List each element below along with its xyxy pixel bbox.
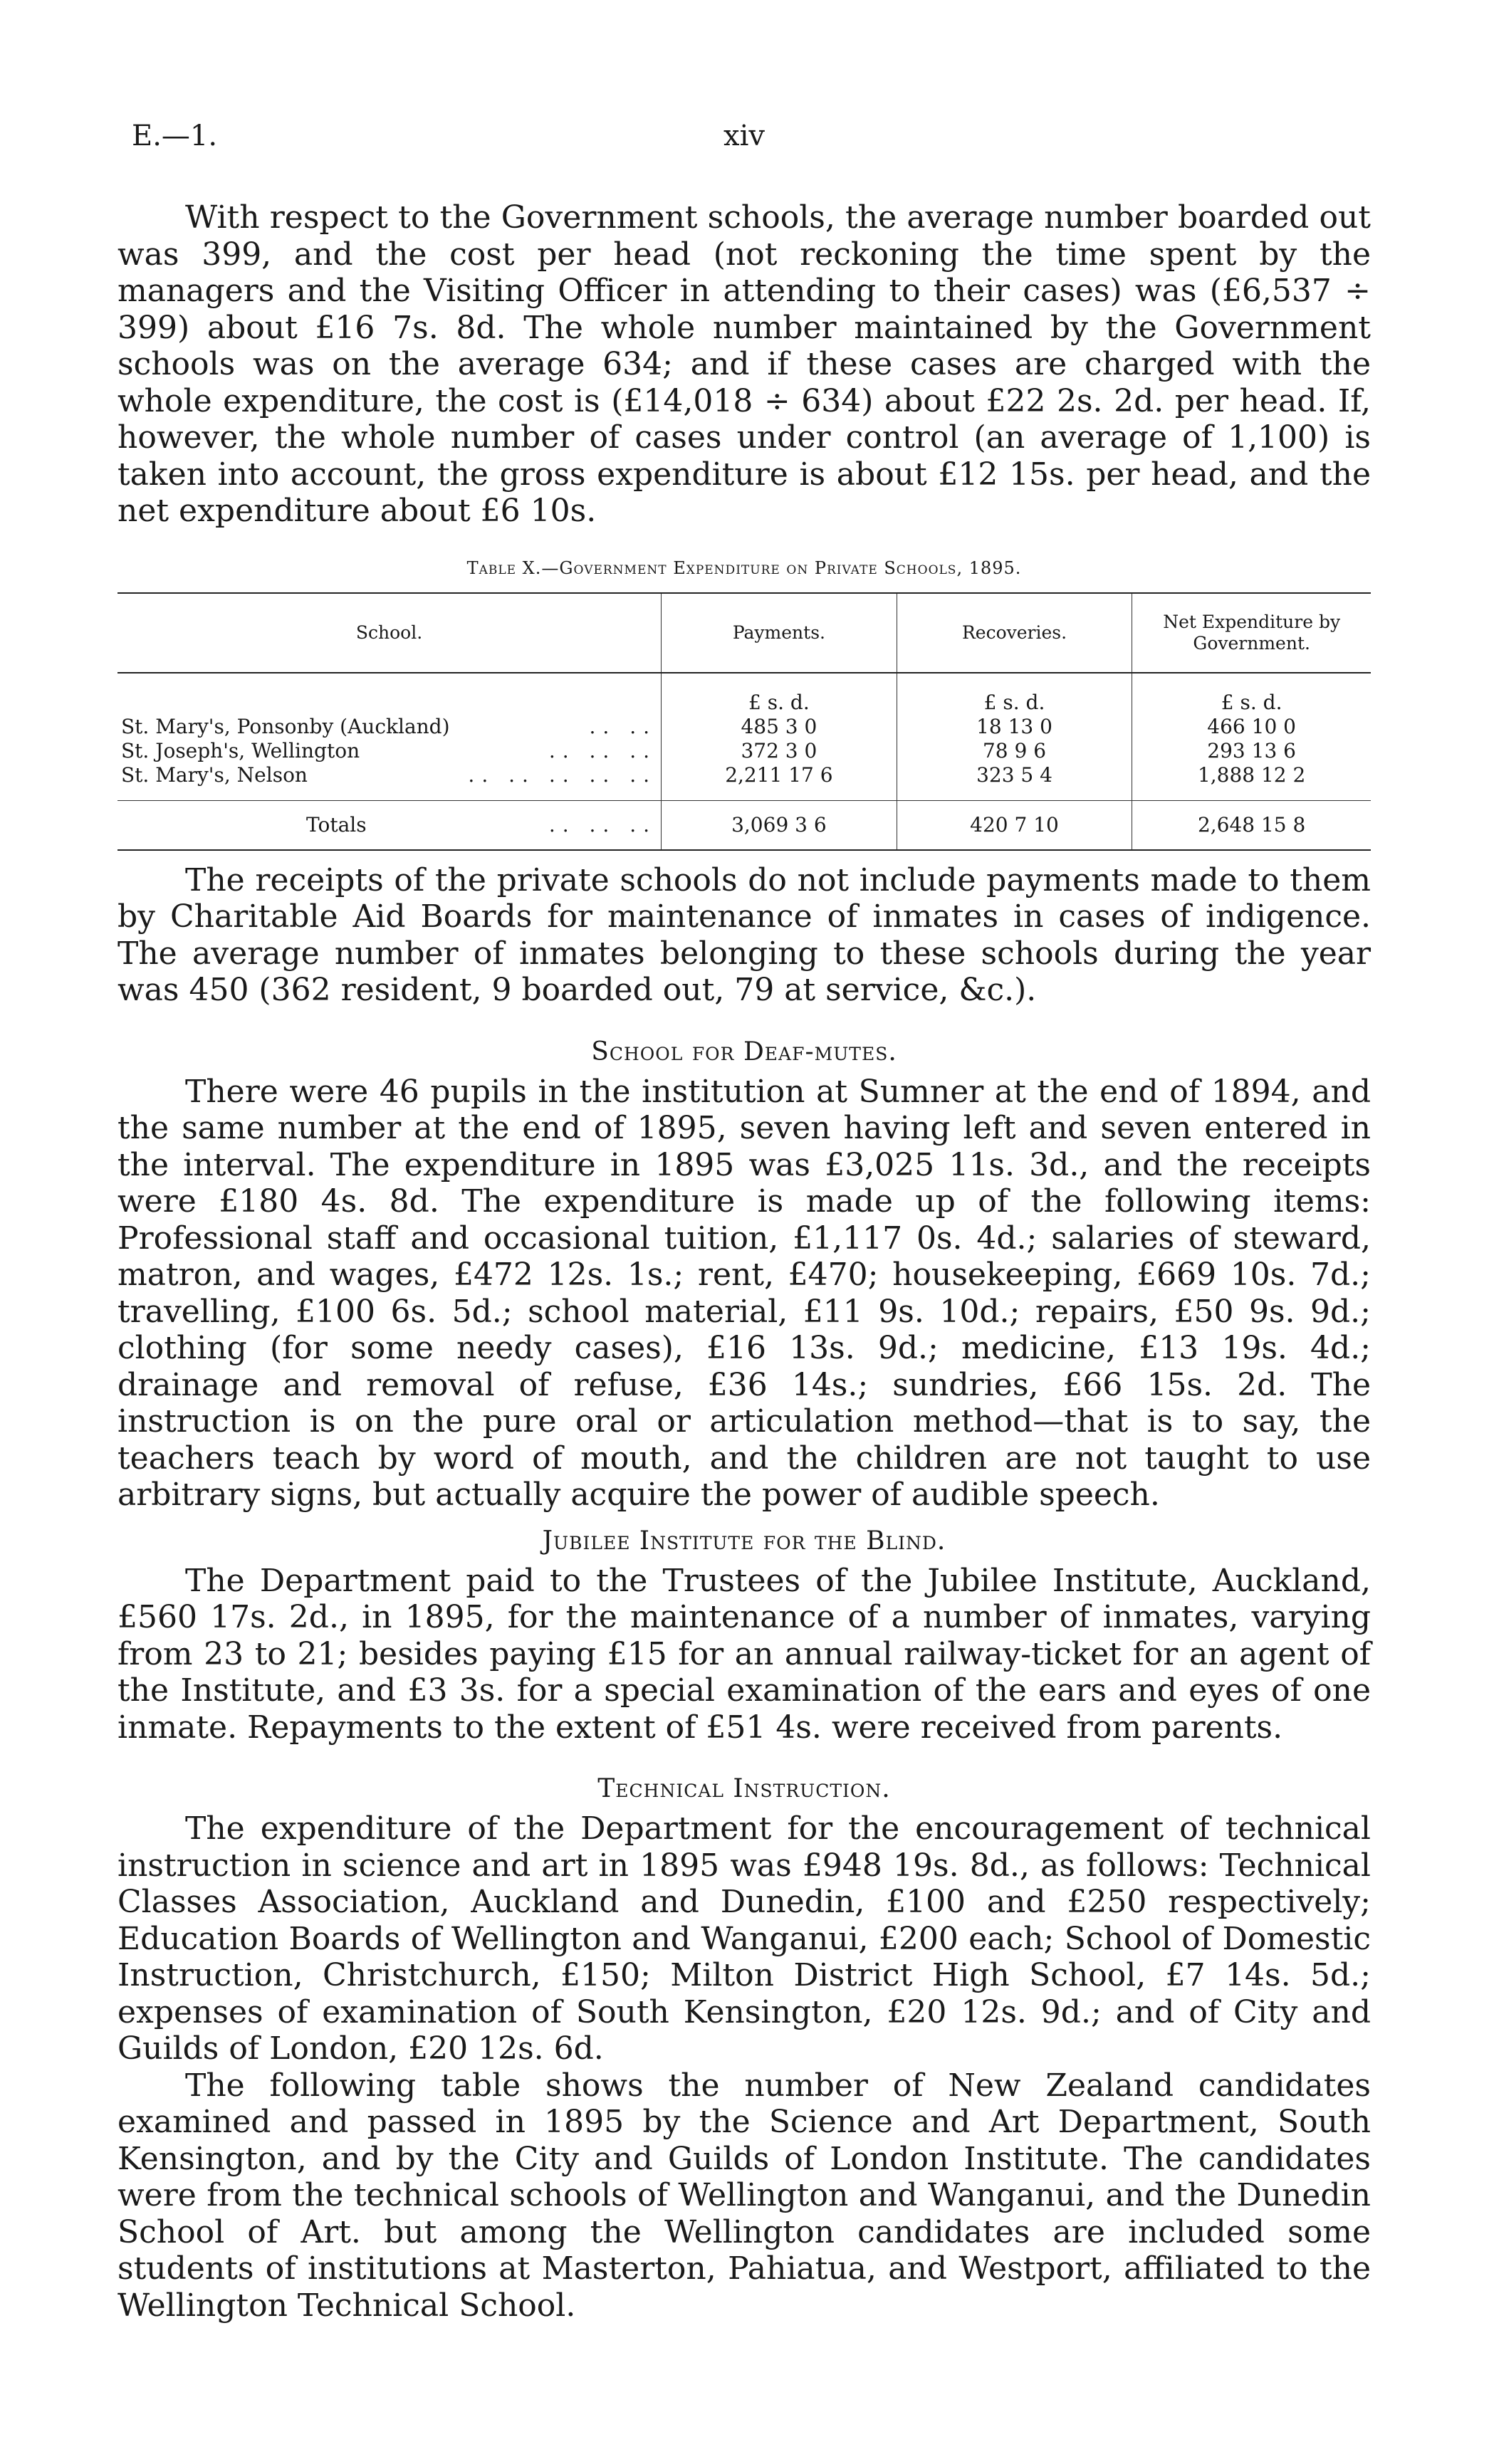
payments-value: 2,211 17 6	[662, 763, 897, 801]
totals-payments: 3,069 3 6	[662, 800, 897, 850]
units-payments: £ s. d.	[662, 673, 897, 715]
paragraph-blind-institute: The Department paid to the Trustees of the Jubilee Institute, Auckland, £560 17s. 2d., in 1895, for the maintenance of a number of inmates, varying from 23 to 21; besides paying £15 for an annual railway-ticket for an agent of the Institute, and £3 3s. for a special examination of the ears and eyes of one inmate. Repayments to the extent of £51 4s. were received from parents.	[117, 1562, 1371, 1746]
report-reference: E.—1.	[132, 120, 218, 152]
paragraph-boarded-out: With respect to the Government schools, the average number boarded out was 399, and the cost per head (not reckoning the time spent by the managers and the Visiting Officer in attending to their cases) was (£6,537 ÷ 399) about £16 7s. 8d. The whole number maintained by the Government schools was on the average 634; and if these cases are charged with the whole expenditure, the cost is (£14,018 ÷ 634) about £22 2s. 2d. per head. If, however, the whole number of cases under control (an average of 1,100) is taken into account, the gross expenditure is about £12 15s. per head, and the net expenditure about £6 10s.	[117, 199, 1371, 529]
paragraph-technical-expenditure: The expenditure of the Department for the encouragement of technical instruction in science and art in 1895 was £948 19s. 8d., as follows: Technical Classes Association, Auckland and Dunedin, £100 and £250 respectively; Education Boards of Wellington and Wanganui, £200 each; School of Domestic Instruction, Christchurch, £150; Milton District High School, £7 14s. 5d.; expenses of examination of South Kensington, £20 12s. 9d.; and of City and Guilds of London, £20 12s. 6d.	[117, 1810, 1371, 2067]
net-value: 466 10 0	[1132, 715, 1371, 739]
paragraph-candidates: The following table shows the number of New Zealand candidates examined and passed in 1895 by the Science and Art Department, South Kensington, and by the City and Guilds of London Institute. The candidates were from the technical schools of Wellington and Wanganui, and the Dunedin School of Art. but among the Wellington candidates are included some students of institutions at Masterton, Pahiatua, and Westport, affiliated to the Wellington Technical School.	[117, 2067, 1371, 2324]
paragraph-deaf-mutes: There were 46 pupils in the institution at Sumner at the end of 1894, and the same number at the end of 1895, seven having left and seven entered in the interval. The expenditure in 1895 was £3,025 11s. 3d., and the receipts were £180 4s. 8d. The expenditure is made up of the following items: Professional staff and occasional tuition, £1,117 0s. 4d.; salaries of steward, matron, and wages, £472 12s. 1s.; rent, £470; housekeeping, £669 10s. 7d.; travelling, £100 6s. 5d.; school material, £11 9s. 10d.; repairs, £50 9s. 9d.; clothing (for some needy cases), £16 13s. 9d.; medicine, £13 19s. 4d.; drainage and removal of refuse, £36 14s.; sundries, £66 15s. 2d. The instruction is on the pure oral or articulation method—that is to say, the teachers teach by word of mouth, and the children are not taught to use arbitrary signs, but actually acquire the power of audible speech.	[117, 1073, 1371, 1513]
table-row: St. Joseph's, Wellington .. .. .. 372 3 0 78 9 6 293 13 6	[117, 739, 1371, 763]
section-heading-blind-institute: Jubilee Institute for the Blind.	[542, 1526, 946, 1556]
header-payments: Payments.	[662, 593, 897, 673]
header-school: School.	[355, 622, 423, 643]
units-recoveries: £ s. d.	[897, 673, 1132, 715]
table-caption: Table X.—Government Expenditure on Private Schools, 1895.	[466, 557, 1022, 578]
totals-row: Totals .. .. .. 3,069 3 6 420 7 10 2,648 15 8	[117, 800, 1371, 850]
header-net-expenditure: Net Expenditure by Government.	[1132, 593, 1371, 673]
page-number: xiv	[723, 120, 765, 152]
page	[117, 107, 1371, 2324]
payments-value: 485 3 0	[662, 715, 897, 739]
expenditure-table	[117, 592, 1371, 851]
section-heading-technical-instruction: Technical Instruction.	[597, 1774, 891, 1803]
recoveries-value: 323 5 4	[897, 763, 1132, 801]
units-net: £ s. d.	[1132, 673, 1371, 715]
totals-recoveries: 420 7 10	[897, 800, 1132, 850]
net-value: 293 13 6	[1132, 739, 1371, 763]
totals-net: 2,648 15 8	[1132, 800, 1371, 850]
section-heading-deaf-mutes: School for Deaf-mutes.	[591, 1037, 897, 1066]
recoveries-value: 78 9 6	[897, 739, 1132, 763]
school-name: St. Mary's, Nelson	[121, 762, 308, 787]
header-recoveries: Recoveries.	[897, 593, 1132, 673]
totals-label: Totals	[306, 812, 367, 837]
table-header-row	[117, 593, 1371, 673]
net-value: 1,888 12 2	[1132, 763, 1371, 801]
table-row: St. Mary's, Nelson .. .. .. .. .. 2,211 17 6 323 5 4 1,888 12 2	[117, 763, 1371, 801]
table-row: St. Mary's, Ponsonby (Auckland) .. .. 485 3 0 18 13 0 466 10 0	[117, 715, 1371, 739]
school-name: St. Joseph's, Wellington	[121, 738, 360, 762]
page-header	[117, 107, 1371, 150]
school-name: St. Mary's, Ponsonby (Auckland)	[121, 714, 450, 738]
paragraph-private-receipts: The receipts of the private schools do not include payments made to them by Charitable Aid Boards for maintenance of inmates in cases of indigence. The average number of inmates belonging to these schools during the year was 450 (362 resident, 9 boarded out, 79 at service, &c.).	[117, 861, 1371, 1008]
payments-value: 372 3 0	[662, 739, 897, 763]
units-row	[117, 673, 1371, 715]
recoveries-value: 18 13 0	[897, 715, 1132, 739]
